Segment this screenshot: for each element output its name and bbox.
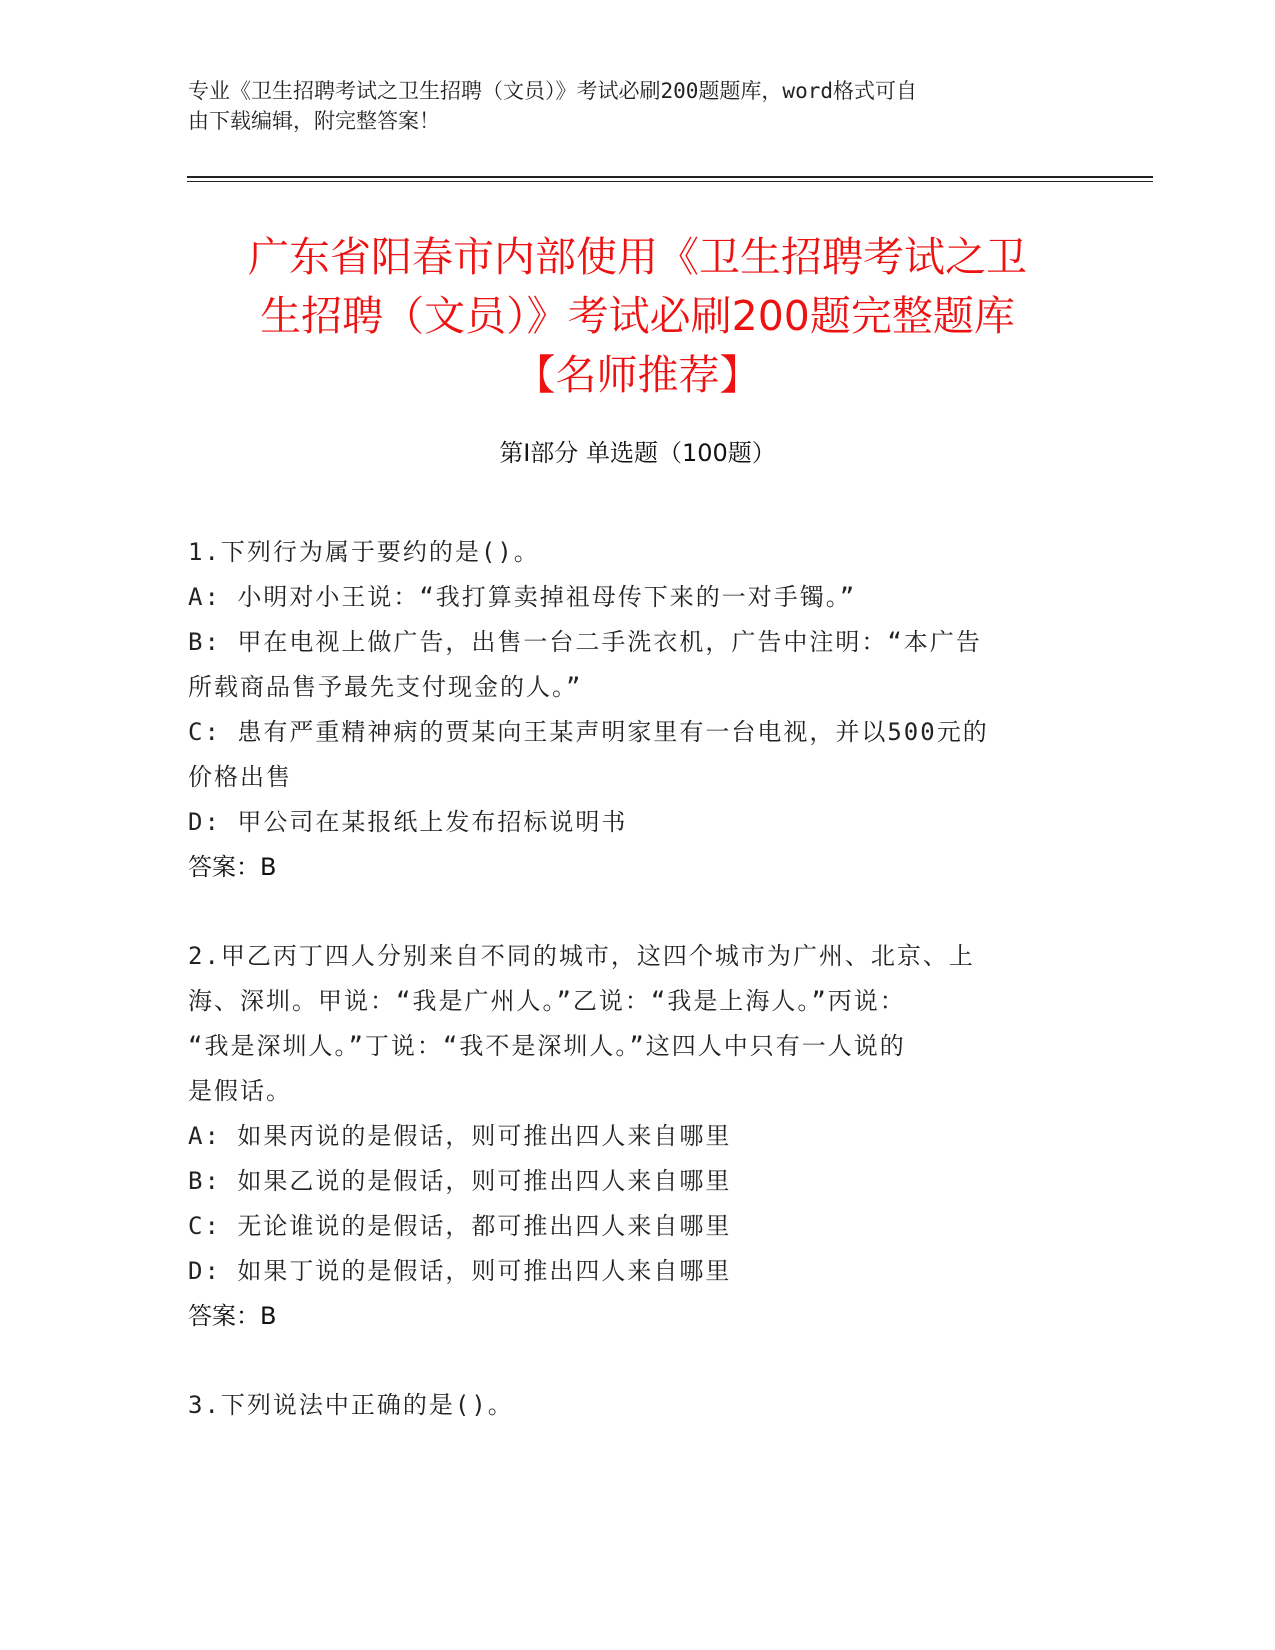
option-d: D: 如果丁说的是假话，则可推出四人来自哪里 — [188, 1257, 732, 1285]
question-item — [188, 934, 1088, 1339]
header-note-line: 专业《卫生招聘考试之卫生招聘（文员）》考试必刷200题题库，word格式可自 — [188, 79, 917, 103]
option-c-continued: 价格出售 — [188, 763, 292, 791]
question-stem-continued: 海、深圳。甲说：“我是广州人。”乙说：“我是上海人。”丙说： — [188, 987, 906, 1015]
option-a: A: 小明对小王说：“我打算卖掉祖母传下来的一对手镯。” — [188, 583, 857, 611]
option-a: A: 如果丙说的是假话，则可推出四人来自哪里 — [188, 1122, 732, 1150]
option-c: C: 无论谁说的是假话，都可推出四人来自哪里 — [188, 1212, 732, 1240]
option-d: D: 甲公司在某报纸上发布招标说明书 — [188, 808, 628, 836]
header-note — [188, 76, 1068, 136]
section-heading: 第I部分 单选题（100题） — [499, 439, 776, 467]
document-title — [160, 228, 1115, 405]
title-line: 广东省阳春市内部使用《卫生招聘考试之卫 — [248, 233, 1027, 281]
question-stem: 3.下列说法中正确的是()。 — [188, 1391, 514, 1419]
question-list — [188, 530, 1088, 1472]
answer: 答案：B — [188, 1302, 277, 1330]
question-stem: 1.下列行为属于要约的是()。 — [188, 538, 540, 566]
question-item — [188, 530, 1088, 890]
question-stem-continued: “我是深圳人。”丁说：“我不是深圳人。”这四人中只有一人说的 — [188, 1032, 906, 1060]
header-note-line: 由下载编辑，附完整答案！ — [188, 109, 440, 133]
header-rule-thin — [187, 181, 1153, 182]
option-b-continued: 所载商品售予最先支付现金的人。” — [188, 673, 583, 701]
title-line: 【名师推荐】 — [514, 351, 761, 399]
question-stem-continued: 是假话。 — [188, 1077, 292, 1105]
answer: 答案：B — [188, 853, 277, 881]
title-line: 生招聘（文员）》考试必刷200题完整题库 — [260, 292, 1015, 340]
question-stem: 2.甲乙丙丁四人分别来自不同的城市，这四个城市为广州、北京、上 — [188, 942, 975, 970]
header-rule-thick — [187, 176, 1153, 178]
question-item — [188, 1383, 1088, 1428]
option-c: C: 患有严重精神病的贾某向王某声明家里有一台电视，并以500元的 — [188, 718, 989, 746]
option-b: B: 如果乙说的是假话，则可推出四人来自哪里 — [188, 1167, 732, 1195]
option-b: B: 甲在电视上做广告，出售一台二手洗衣机，广告中注明：“本广告 — [188, 628, 982, 656]
